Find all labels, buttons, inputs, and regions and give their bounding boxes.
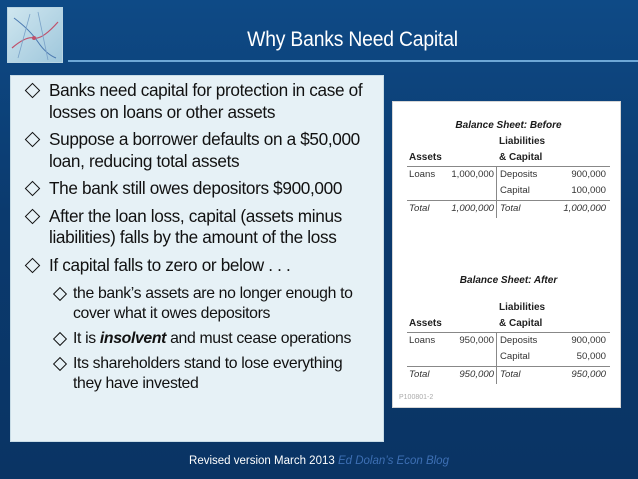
diamond-bullet-icon [25,257,41,273]
table-row [407,185,610,201]
table-row [407,351,610,367]
table-row [407,169,610,185]
assets-header: Assets [409,318,442,329]
asset-value: 1,000,000 [451,169,494,180]
liability-value: 900,000 [571,335,606,346]
header-rule [407,166,610,167]
header-rule [407,332,610,333]
bullet-text: Suppose a borrower defaults on a $50,000 loan, reducing total assets [49,129,360,171]
total-label: Total [409,203,430,214]
total-row [407,203,610,219]
bullet-item [11,129,383,172]
column-divider [496,166,497,218]
before-table [407,136,610,216]
sub-bullet-list [11,282,383,394]
footer [0,455,638,467]
total-row [407,369,610,385]
liability-value: 100,000 [571,185,606,196]
liability-value: 900,000 [571,169,606,180]
figure-code: P100801-2 [399,394,434,401]
diamond-bullet-icon [25,208,41,224]
asset-label: Loans [409,169,436,180]
title-bar [68,20,638,60]
diamond-bullet-icon [25,132,41,148]
total-rule [407,200,610,201]
total-rule [407,366,610,367]
slide-title: Why Banks Need Capital [247,28,459,51]
liability-value: 50,000 [576,351,606,362]
capital-header: & Capital [499,318,543,329]
table-row [407,335,610,351]
bullet-text: Banks need capital for protection in case of losses on loans or other assets [49,80,363,122]
total-label: Total [409,369,430,380]
total-assets: 950,000 [459,369,494,380]
bullet-item [11,206,383,249]
before-title: Balance Sheet: Before [455,120,562,131]
sub-bullet-pre: It is [73,330,100,347]
bullet-item [11,80,383,123]
diamond-bullet-icon [53,287,67,301]
bullet-panel [10,75,384,442]
column-divider [496,332,497,384]
liabilities-header: Liabilities [499,136,546,147]
liabilities-header: Liabilities [499,302,546,313]
total-assets: 1,000,000 [451,203,494,214]
sub-bullet-text [73,329,373,349]
sub-bullet-text: Its shareholders stand to lose everything they have invested [73,355,343,392]
sub-bullet-item [11,329,383,349]
after-table [407,302,610,382]
bullet-text: If capital falls to zero or below . . . [49,254,291,275]
bullet-item [11,178,383,200]
emphasis-insolvent: insolvent [99,330,167,347]
asset-value: 950,000 [459,335,494,346]
asset-label: Loans [409,335,436,346]
logo-image [7,7,63,63]
sub-bullet-item [11,284,383,324]
total-label: Total [500,203,521,214]
liability-label: Deposits [500,335,538,346]
footer-text: Revised version March 2013 [189,455,338,467]
diamond-bullet-icon [53,332,67,346]
liability-label: Capital [500,351,530,362]
bullet-list [11,76,383,276]
total-label: Total [500,369,521,380]
sub-bullet-item [11,354,383,394]
bullet-text: The bank still owes depositors $900,000 [49,178,343,198]
assets-header: Assets [409,152,442,163]
diamond-bullet-icon [25,83,41,99]
after-title: Balance Sheet: After [459,275,558,286]
liability-label: Capital [500,185,530,196]
sub-bullet-text: the bank’s assets are no longer enough to cover what it owes depositors [73,285,353,322]
bullet-item [11,255,383,277]
total-liabilities: 950,000 [571,369,606,380]
diamond-bullet-icon [25,181,41,197]
sub-bullet-post: and must cease operations [166,330,352,347]
capital-header: & Capital [499,152,543,163]
diamond-bullet-icon [53,357,67,371]
total-liabilities: 1,000,000 [563,203,606,214]
liability-label: Deposits [500,169,538,180]
balance-sheet-figure [392,101,621,408]
title-rule [68,60,638,62]
bullet-text: After the loan loss, capital (assets minus liabilities) falls by the amount of the loss [49,205,342,247]
footer-blog-link[interactable]: Ed Dolan’s Econ Blog [337,455,449,467]
